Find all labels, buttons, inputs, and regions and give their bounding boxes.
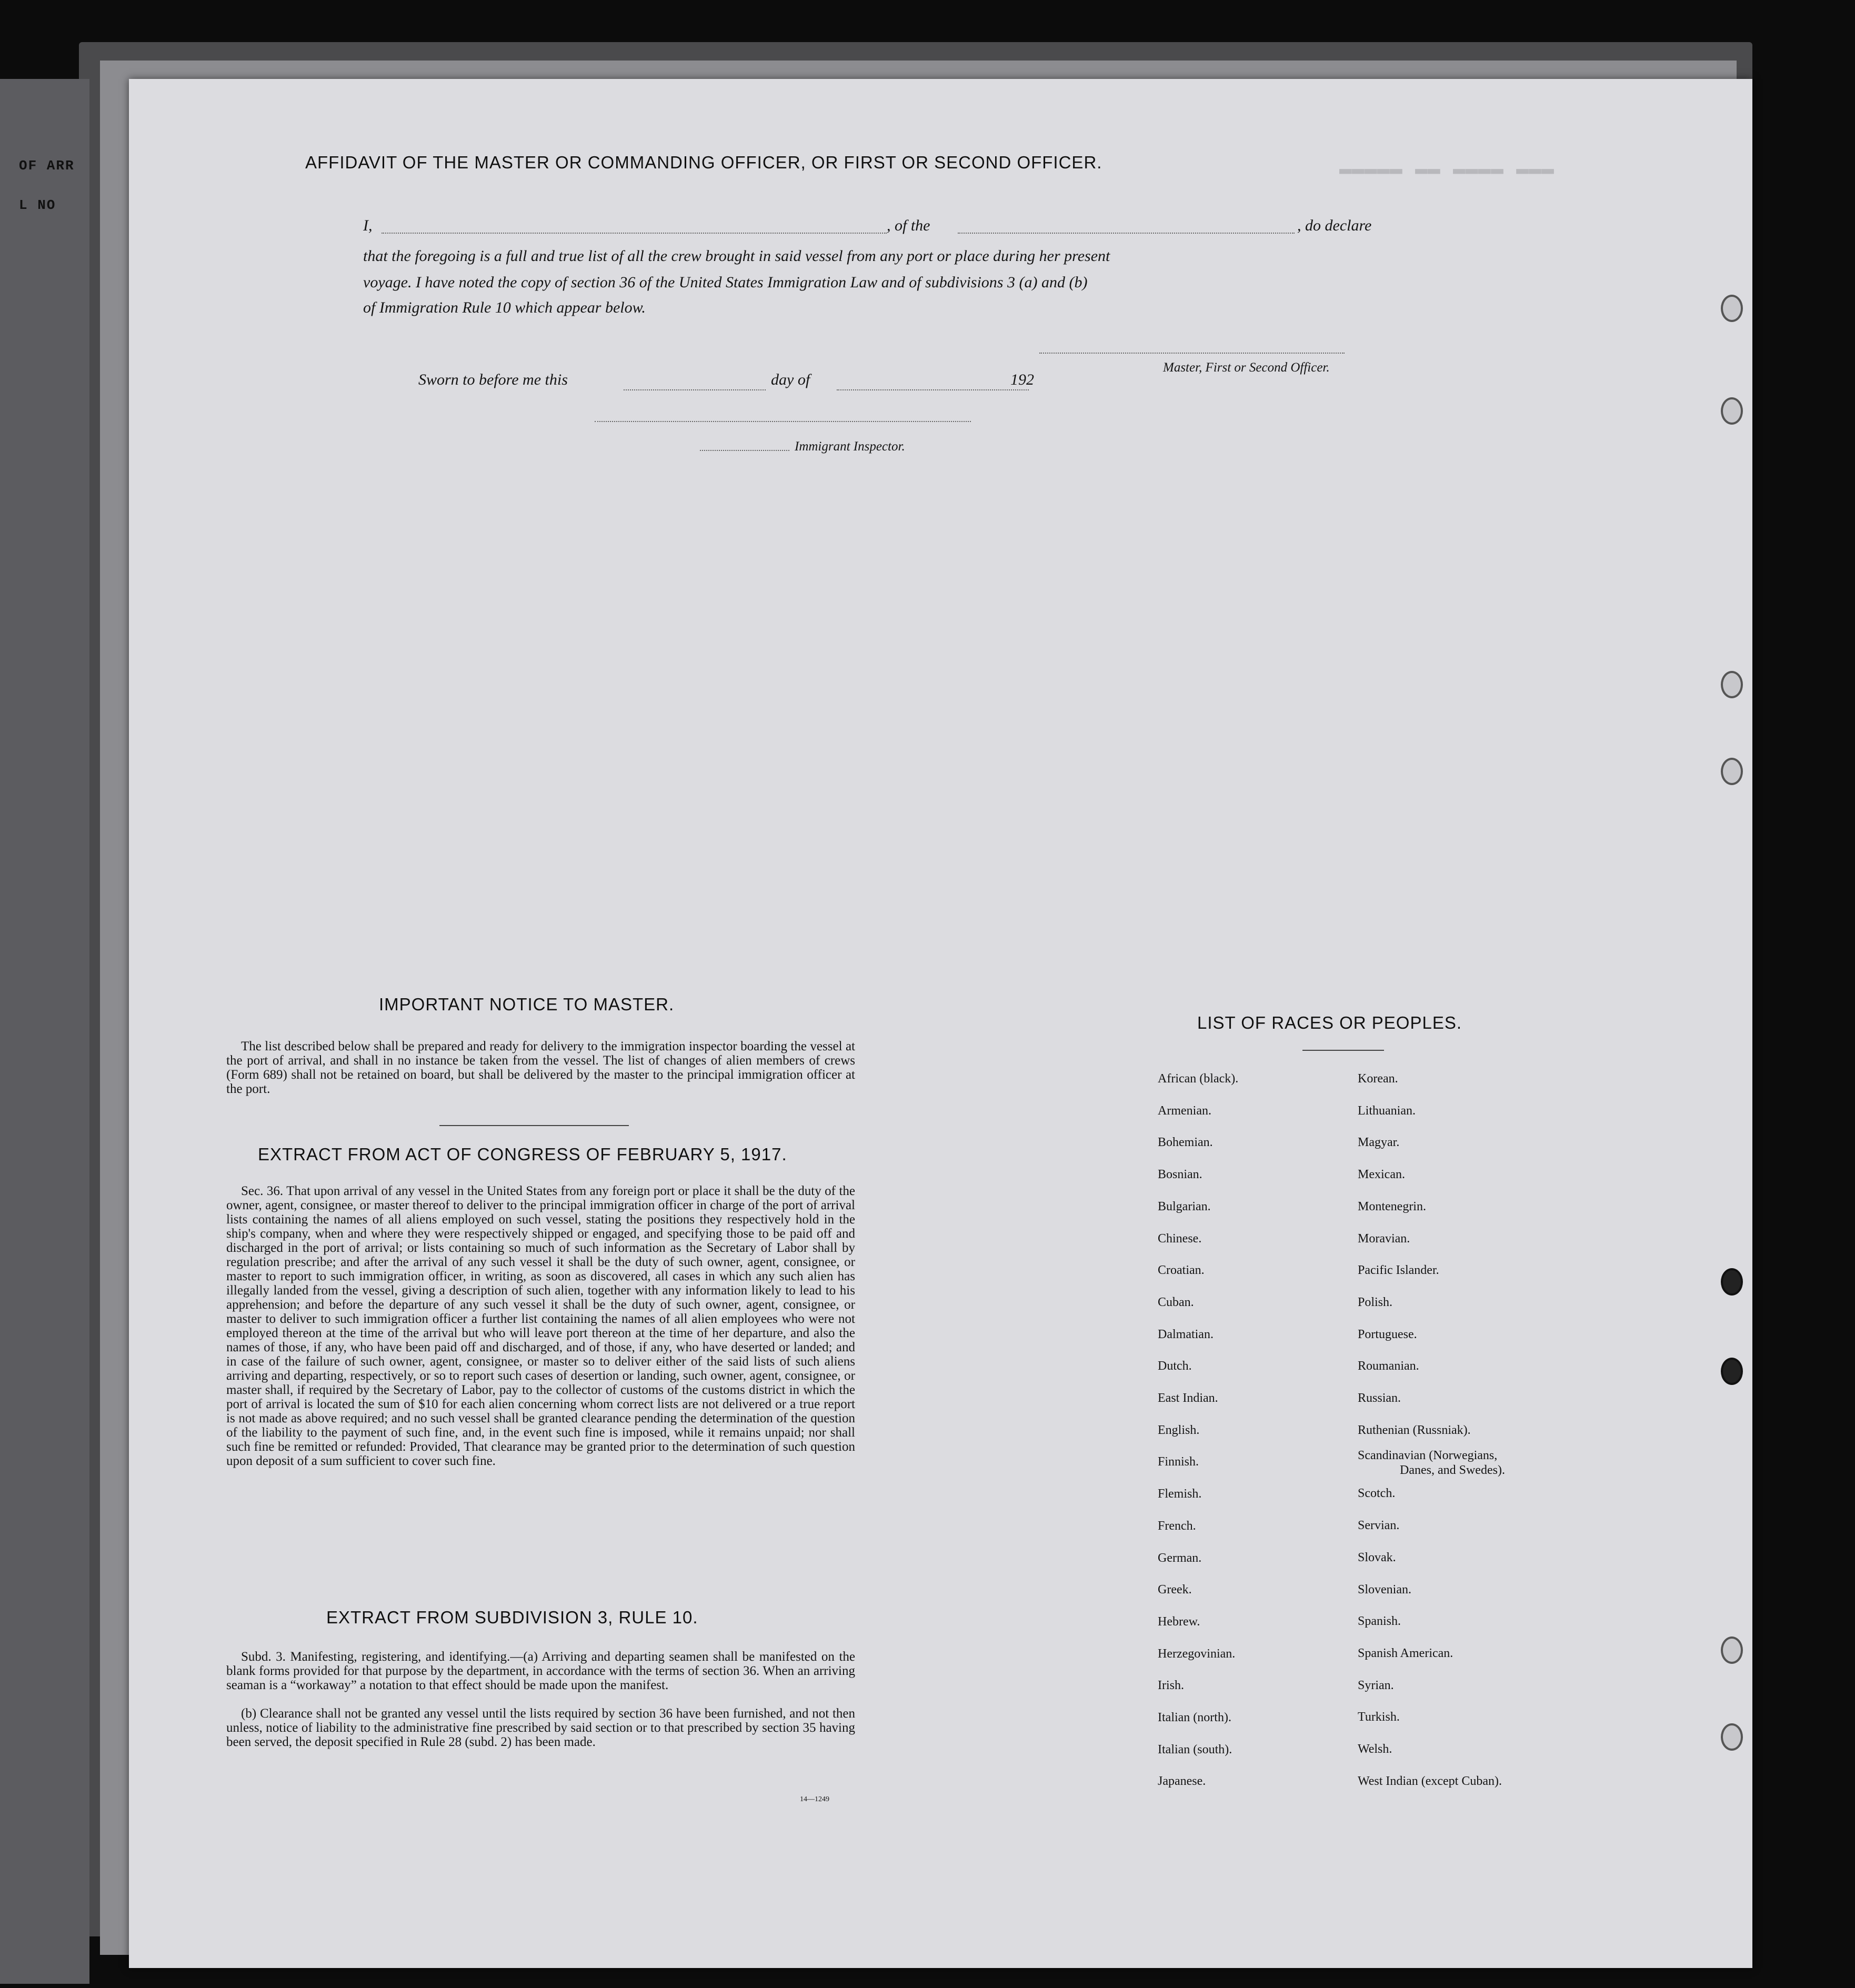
race-item: Portuguese. <box>1358 1327 1417 1341</box>
race-item: Slovak. <box>1358 1550 1396 1564</box>
act-text: Sec. 36. That upon arrival of any vessel in the United States from any foreign port or place it shall be the duty of the owner, agent, consignee, or master thereof to deliver to the principal immigration officer in charge of the port of arrival lists containing the names of all aliens employed on such vessel, stating the positions they respectively hold in the ship's company, when and where they were respectively shipped or engaged, and specifying those to be paid off and discharged in the port of arrival; or lists containing so much of such information as the Secretary of Labor shall by regulation prescribe; and after the arrival of any such vessel it shall be the duty of such owner, agent, consignee, or master to report to such immigration officer, in writing, as soon as discovered, all cases in which any such alien has illegally landed from the vessel, giving a description of such alien, together with any information likely to lead to his apprehension; and before the departure of any such vessel it shall be the duty of such owner, agent, consignee, or master to deliver to such immigration officer a further list containing the names of all alien employees who were not employed thereon at the time of the arrival but who will leave port thereon at the time of her departure, and also the names of those, if any, who have been paid off and discharged, and of those, if any, who have deserted or landed; and in case of the failure of such owner, agent, consignee, or master so to deliver either of the said lists of such aliens arriving and departing, respectively, or so to report such cases of desertion or landing, such owner, agent, consignee, or master shall, if required by the Secretary of Labor, pay to the collector of customs of the customs district in which the port of arrival is located the sum of $10 for each alien concerning whom correct lists are not delivered or a true report is not made as above required; and no such vessel shall be granted clearance pending the determination of the question of the liability to the payment of such fine, and, in the event such fine is imposed, while it remains unpaid; nor shall such fine be remitted or refunded: Provided, That clearance may be granted prior to the determination of such question upon deposit of a sum sufficient to cover such fine. <box>226 1184 855 1468</box>
race-item: Chinese. <box>1158 1231 1202 1246</box>
race-item: German. <box>1158 1551 1202 1565</box>
race-item: Pacific Islander. <box>1358 1263 1439 1278</box>
race-item: Servian. <box>1358 1519 1400 1533</box>
punch-hole <box>1721 1723 1743 1751</box>
race-item: Scotch. <box>1358 1487 1396 1501</box>
race-item: Irish. <box>1158 1679 1184 1693</box>
affidavit-text-line: that the foregoing is a full and true list of all the crew brought in said vessel from any port or place during her present <box>363 247 1110 265</box>
race-item: Flemish. <box>1158 1487 1202 1501</box>
race-item: Spanish. <box>1358 1614 1401 1629</box>
punch-hole <box>1721 295 1743 322</box>
race-item: Italian (north). <box>1158 1711 1231 1725</box>
punch-hole <box>1721 1636 1743 1664</box>
bleed-through-mark: ▬▬▬ ▬▬▬▬ ▬▬ ▬▬▬▬▬ <box>1339 158 1555 182</box>
race-item: Welsh. <box>1358 1742 1392 1756</box>
year-label: 192 <box>1010 371 1034 388</box>
race-item: East Indian. <box>1158 1391 1218 1405</box>
rule10-subd-b: (b) Clearance shall not be granted any vessel until the lists required by section 36 have been furnished, and not then unless, notice of liability to the administrative fine prescribed by said section or to that prescribed by section 35 having been served, the deposit specified in Rule 28 (subd. 2) has been made. <box>226 1706 855 1749</box>
race-item: Lithuanian. <box>1358 1103 1416 1118</box>
race-item: Magyar. <box>1358 1136 1400 1150</box>
race-item: Slovenian. <box>1358 1582 1411 1597</box>
race-item: French. <box>1158 1519 1196 1533</box>
race-item: Turkish. <box>1358 1710 1400 1724</box>
race-item: Herzegovinian. <box>1158 1646 1236 1661</box>
race-item: Korean. <box>1358 1072 1398 1086</box>
race-item: Russian. <box>1358 1391 1401 1405</box>
affidavit-title: AFFIDAVIT OF THE MASTER OR COMMANDING OFFICER, OR FIRST OR SECOND OFFICER. <box>305 153 1102 172</box>
act-title: EXTRACT FROM ACT OF CONGRESS OF FEBRUARY 5, 1917. <box>258 1144 787 1164</box>
affidavit-i: I, <box>363 217 373 234</box>
punch-hole <box>1721 1268 1743 1296</box>
inspector-label: Immigrant Inspector. <box>795 439 905 454</box>
race-item: Finnish. <box>1158 1455 1199 1469</box>
punch-hole <box>1721 397 1743 425</box>
affidavit-do-declare: , do declare <box>1297 217 1372 234</box>
race-item: Dalmatian. <box>1158 1327 1214 1341</box>
notice-text: The list described below shall be prepared and ready for delivery to the immigration inspector boarding the vessel at the port of arrival, and shall in no instance be taken from the vessel. The list of changes of alien members of crews (Form 689) shall not be retained on board, but shall be delivered by the master to the principal immigration officer at the port. <box>226 1039 855 1096</box>
race-item: Bosnian. <box>1158 1168 1202 1182</box>
inspector-signature-line[interactable] <box>700 450 789 451</box>
form-number: 14—1249 <box>800 1795 829 1803</box>
divider <box>439 1125 629 1126</box>
edge-label-1: OF ARR <box>19 158 75 174</box>
races-title: LIST OF RACES OR PEOPLES. <box>1197 1013 1462 1032</box>
edge-label-2: L NO <box>19 197 56 213</box>
race-item: Bohemian. <box>1158 1136 1213 1150</box>
punch-hole <box>1721 758 1743 785</box>
name-field[interactable] <box>382 233 887 234</box>
race-item: Dutch. <box>1158 1359 1192 1373</box>
master-signature-label: Master, First or Second Officer. <box>1163 360 1330 375</box>
race-item: Moravian. <box>1358 1231 1410 1246</box>
race-item: Montenegrin. <box>1358 1199 1426 1213</box>
race-item: Mexican. <box>1358 1168 1405 1182</box>
rule10-subd-a: Subd. 3. Manifesting, registering, and identifying.—(a) Arriving and departing seamen shall be manifested on the blank forms provided for that purpose by the department, in accordance with the terms of section 36. When an arriving seaman is a “workaway” a notation to that effect should be made upon the manifest. <box>226 1650 855 1692</box>
punch-hole <box>1721 671 1743 698</box>
notice-title: IMPORTANT NOTICE TO MASTER. <box>379 995 675 1014</box>
rule10-title: EXTRACT FROM SUBDIVISION 3, RULE 10. <box>326 1608 698 1627</box>
race-item: Syrian. <box>1358 1678 1394 1692</box>
sworn-day-field[interactable] <box>624 389 766 390</box>
race-item: Hebrew. <box>1158 1614 1200 1629</box>
inspector-signature-field[interactable] <box>595 421 971 422</box>
race-item: Cuban. <box>1158 1295 1194 1309</box>
manifest-page <box>129 79 1752 1968</box>
race-item: Polish. <box>1358 1295 1393 1309</box>
race-item: Croatian. <box>1158 1263 1205 1278</box>
race-item: Scandinavian (Norwegians, <box>1358 1449 1498 1463</box>
sworn-month-field[interactable] <box>837 389 1029 390</box>
race-item: Ruthenian (Russniak). <box>1358 1423 1471 1437</box>
race-item: Bulgarian. <box>1158 1199 1211 1213</box>
master-signature-field[interactable] <box>1039 353 1345 354</box>
race-item: Roumanian. <box>1358 1359 1419 1373</box>
affidavit-text-line: voyage. I have noted the copy of section 36 of the United States Immigration Law and of subdivisions 3 (a) and (b) <box>363 274 1088 291</box>
divider <box>1302 1050 1384 1051</box>
race-item: Greek. <box>1158 1583 1192 1597</box>
race-item: West Indian (except Cuban). <box>1358 1774 1502 1788</box>
vessel-field[interactable] <box>958 233 1295 234</box>
races-left-column <box>1158 1063 1238 1798</box>
race-item: African (black). <box>1158 1072 1239 1086</box>
races-right-column <box>1358 1063 1505 1797</box>
day-of-label: day of <box>771 371 810 388</box>
race-item: Italian (south). <box>1158 1742 1232 1756</box>
affidavit-text-line: of Immigration Rule 10 which appear below. <box>363 299 646 316</box>
affidavit-of-the: , of the <box>887 217 930 234</box>
sworn-label: Sworn to before me this <box>418 371 568 388</box>
punch-hole <box>1721 1358 1743 1385</box>
left-edge-sheet <box>0 79 89 1984</box>
race-item: Japanese. <box>1158 1774 1206 1789</box>
race-item: English. <box>1158 1423 1200 1437</box>
race-item: Danes, and Swedes). <box>1400 1463 1505 1478</box>
race-item: Armenian. <box>1158 1103 1211 1118</box>
race-item: Spanish American. <box>1358 1646 1453 1660</box>
